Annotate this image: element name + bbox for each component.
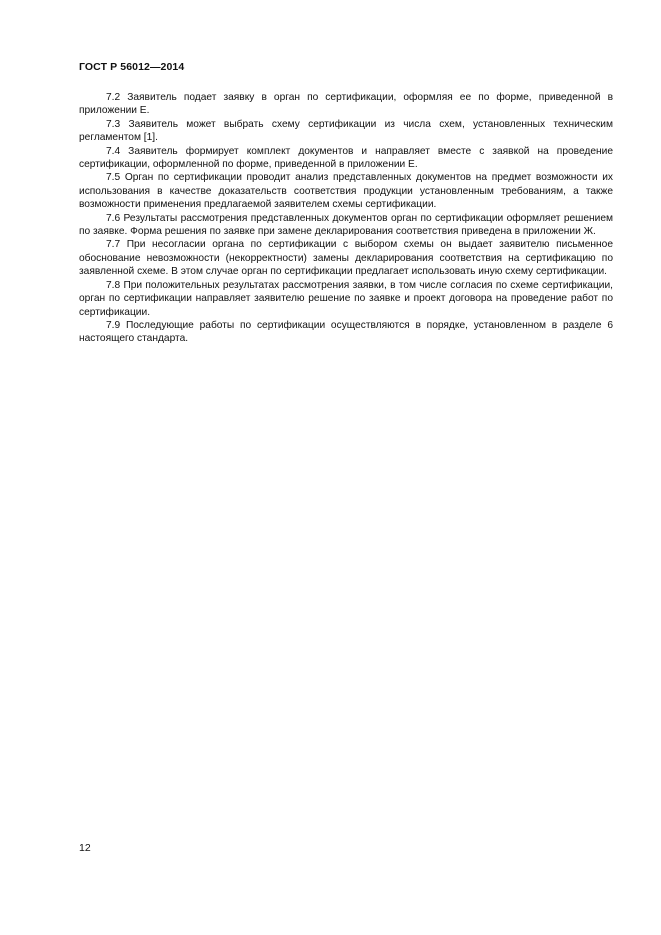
paragraph-7-6: 7.6 Результаты рассмотрения представленных документов орган по сертификации оформляет решением по заявке. Форма решения по заявке при замене декларирования соответствия приведена в приложении Ж.	[79, 212, 613, 238]
document-header: ГОСТ Р 56012—2014	[79, 61, 185, 73]
paragraph-7-5: 7.5 Орган по сертификации проводит анализ представленных документов на предмет возможности их использования в качестве доказательств соответствия продукции установленным требованиям, а также возможности применения предлагаемой заявителем схемы сертификации.	[79, 172, 613, 211]
page-number: 12	[79, 842, 91, 854]
paragraph-7-8: 7.8 При положительных результатах рассмотрения заявки, в том числе согласия по схеме сертификации, орган по сертификации направляет заявителю решение по заявке и проект договора на проведение работ по сертификации.	[79, 279, 613, 318]
document-body	[79, 91, 613, 346]
paragraph-7-3: 7.3 Заявитель может выбрать схему сертификации из числа схем, установленных техническим регламентом [1].	[79, 118, 613, 144]
paragraph-7-2: 7.2 Заявитель подает заявку в орган по сертификации, оформляя ее по форме, приведенной в приложении Е.	[79, 92, 613, 117]
paragraph-7-7: 7.7 При несогласии органа по сертификации с выбором схемы он выдает заявителю письменное обоснование невозможности (некорректности) замены декларирования соответствия на сертификацию по заявленной схеме. В этом случае орган по сертификации предлагает использовать иную схему сертификации.	[79, 239, 613, 278]
paragraph-7-9: 7.9 Последующие работы по сертификации осуществляются в порядке, установленном в разделе 6 настоящего стандарта.	[79, 319, 613, 345]
paragraph-7-4: 7.4 Заявитель формирует комплект документов и направляет вместе с заявкой на проведение сертификации, оформленной по форме, приведенной в приложении Е.	[79, 145, 613, 171]
